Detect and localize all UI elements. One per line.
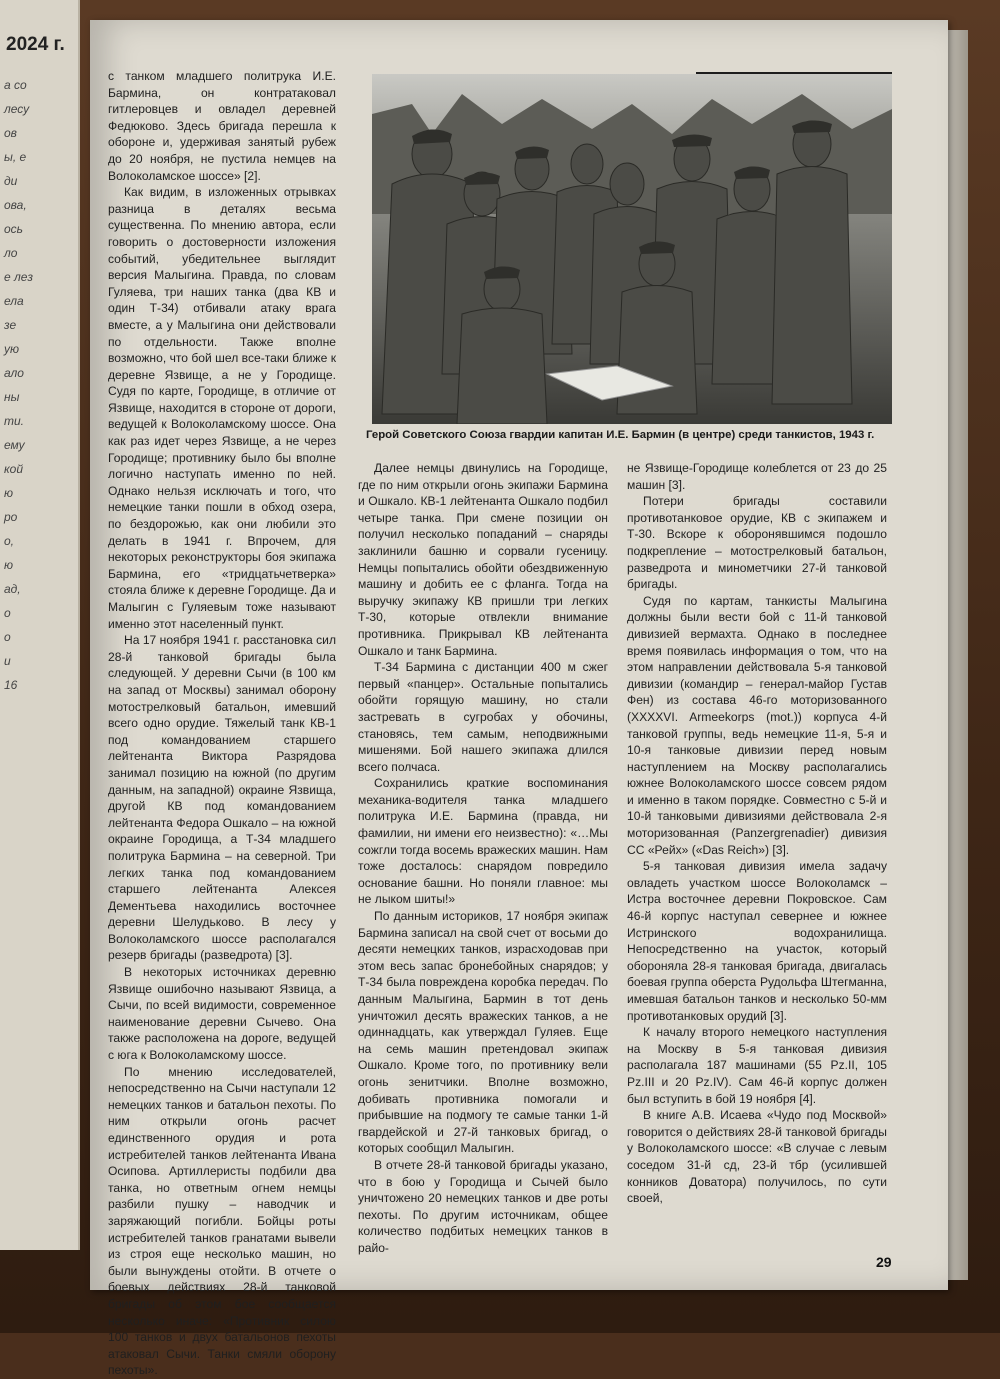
left-page-fragment-line: ди <box>4 174 18 188</box>
text-column-1 <box>108 68 336 1379</box>
paragraph: Сохранились краткие воспоминания механика-водителя танка младшего политрука И.Е. Бармина (правда, ни фамилии, ни имени его неизвестно): «…Мы сожгли тогда восемь вражеских машин. Нам тоже досталось: снарядом повредило основание башни. Но поняли главное: мы не лыком шиты!» <box>358 776 608 907</box>
page-number: 29 <box>876 1254 892 1270</box>
paragraph: На 17 ноября 1941 г. расстановка сил 28-й танковой бригады была следующей. У деревни Сычи (в 100 км на запад от Москвы) занимал оборону мотострелковый батальон, имевший всего одно орудие. Тяжелый танк КВ-1 под командованием старшего лейтенанта Виктора Разрядова занимал позицию на южной (по другим данным, на западной) окраине Язвища, другой КВ под командованием лейтенанта Федора Ошкало – на южной окраине Городища, а Т-34 младшего политрука Бармина – на северной. Три легких танка под командованием старшего лейтенанта Алексея Дементьева находились восточнее деревни Шелудьково. В лесу у Волоколамского шоссе располагался резерв бригады (разведрота) [3]. <box>108 633 336 963</box>
left-page-fragment-line: ти. <box>4 414 25 428</box>
paragraph: В некоторых источниках деревню Язвище ошибочно называют Язвица, а Сычи, по всей видимости, современное наименование деревни Сычево. Она также расположена на дороге, ведущей с юга к Волоколамскому шоссе. <box>108 965 336 1063</box>
left-page-fragment-line: 16 <box>4 678 18 692</box>
paragraph: Как видим, в изложенных отрывках разница в деталях весьма существенна. По мнению автора, если говорить о достоверности изложения событий, убедительнее выглядит версия Малыгина. Правда, по словам Гуляева, три наших танка (два КВ и один Т-34) отбивали атаку врага вместе, а у Малыгина они действовали по отдельности. Также вполне возможно, что бой шел все-таки ближе к деревне Язвище, а не у Городище. Судя по карте, Городище, в отличие от Язвище, находится в стороне от дороги, ведущей к Волоколамскому шоссе. Она как раз идет через Язвище, а не через Городище; противнику было бы вполне логично наступать именно по ней. Однако нельзя исключать и того, что немецкие танки пошли в обход озера, по бездорожью, как они любили это делать в 1941 г. Впрочем, для некоторых реконструкторы боя экипажа Бармина, его «тридцатьчетверка» стояла ближе к деревне Городище. Да и Малыгин с Гуляевым тоже называют именно этот населенный пункт. <box>108 185 336 631</box>
left-page-fragment-line: ось <box>4 222 23 236</box>
group-of-tankers-image <box>372 74 892 424</box>
left-page-year: 2024 г. <box>6 34 65 55</box>
paragraph: Далее немцы двинулись на Городище, где по ним открыли огонь экипажи Бармина и Ошкало. КВ-1 лейтенанта Ошкало подбил четыре танка. При смене позиции он получил несколько попаданий – снаряды заклинили башню и сорвали гусеницу. Немцы попытались обойти обездвиженную машину и добить ее с фланга. Тогда на выручку экипажу КВ пришли три легких Т-30, которые отвлекли внимание противника. Прикрывал КВ лейтенанта Ошкало и танк Бармина. <box>358 461 608 658</box>
left-page-fragment-line: ую <box>4 342 20 356</box>
left-page-fragment-line: ало <box>4 366 24 380</box>
left-page-fragment-line: ела <box>4 294 24 308</box>
left-page-fragment-line: ад, <box>4 582 21 596</box>
left-page-fragment-line: а со <box>4 78 27 92</box>
paragraph: Потери бригады составили противотанковое орудие, КВ с экипажем и Т-30. Вскоре к оборонявшимся подошло подкрепление – мотострелковый батальон, разведрота и минометчики 27-й танковой бригады. <box>627 494 887 592</box>
left-page-fragment-line: лесу <box>4 102 30 116</box>
paragraph: 5-я танковая дивизия имела задачу овладеть участком шоссе Волоколамск – Истра восточнее деревни Покровское. Сам 46-й корпус наступал севернее и южнее Истринского водохранилища. Непосредственно на участок, который обороняла 28-я танковая бригада, двигалась боевая группа оберста Рудольфа Штегманна, имевшая батальон танков и несколько 50-мм противотанковых орудий [3]. <box>627 859 887 1023</box>
left-page-fragment <box>0 0 80 1250</box>
paragraph: В книге А.В. Исаева «Чудо под Москвой» говорится о действиях 28-й танковой бригады у Волоколамского шоссе: «В случае с левым соседом 31-й сд, 23-й тбр (усилившей конников Доватора) получилось, по сути своей, <box>627 1108 887 1206</box>
page-stack-edge <box>948 30 968 1280</box>
paragraph: В отчете 28-й танковой бригады указано, что в бою у Городища и Сычей было уничтожено 20 немецких танков и две роты пехоты. По другим источникам, общее количество подбитых немецких танков в райо- <box>358 1157 608 1255</box>
left-page-fragment-line: е лез <box>4 270 33 284</box>
text-column-3 <box>627 460 887 1207</box>
left-page-fragment-line: ов <box>4 126 17 140</box>
left-page-fragment-line: о <box>4 606 11 620</box>
photo-caption: Герой Советского Союза гвардии капитан И.Е. Бармин (в центре) среди танкистов, 1943 г. <box>366 429 875 441</box>
left-page-fragment-line: о <box>4 630 11 644</box>
left-page-fragment-line: ро <box>4 510 18 524</box>
paragraph: По данным историков, 17 ноября экипаж Бармина записал на свой счет от восьми до десяти немецких танков, израсходовав при этом весь запас бронебойных снарядов; у Т-34 была повреждена коробка передач. По данным Малыгина, Бармин в тот день уничтожил десять вражеских танков, а не одиннадцать, как утверждал Гуляев. Еще на семь машин претендовал экипаж Ошкало. Кроме того, по противнику вели огонь зенитчики. Вполне возможно, добивать противника помогали и прибывшие на подмогу те самые танки 1-й гвардейской и 27-й танковых бригад, о которых сообщил Малыгин. <box>358 909 608 1156</box>
left-page-fragment-line: о, <box>4 534 15 548</box>
left-page-fragment-line: кой <box>4 462 24 476</box>
paragraph: не Язвище-Городище колеблется от 23 до 25 машин [3]. <box>627 461 887 492</box>
left-page-fragment-line: ы, е <box>4 150 27 164</box>
left-page-fragment-line: зе <box>4 318 17 332</box>
paragraph: Судя по картам, танкисты Малыгина должны были вести бой с 11-й танковой дивизией вермахта. Однако в последнее время появилась информация о том, что на этом направлении действовала 5-я танковой дивизии (командир – генерал-майор Густав Фен) из состава 46-го моторизованного (XXXXVI. Armeekorps (mot.)) корпуса 4-й танковой группы, ведь немецкие 11-я, 5-я и 10-я танковые дивизии перед новым наступлением на Москву располагались южнее Волоколамского шоссе совсем рядом и именно в таком порядке. Совместно с 5-й и 10-й танковыми дивизиями действовала 2-я моторизованная (Panzergrenadier) дивизия СС «Рейх» («Das Reich») [3]. <box>627 593 887 857</box>
left-page-fragment-line: и <box>4 654 11 668</box>
left-page-fragment-line: ю <box>4 486 14 500</box>
left-page-fragment-line: ло <box>4 246 18 260</box>
paragraph: По мнению исследователей, непосредственно на Сычи наступали 12 немецких танков и батальон пехоты. По ним открыли огонь расчет единственного орудия и рота истребителей танков лейтенанта Ивана Осипова. Артиллеристы подбили два танка, но ответным огнем немцы разбили пушку – наводчик и заряжающий погибли. Бойцы роты истребителей танков гранатами вывели из строя еще несколько машин, но были вынуждены отойти. В отчете о боевых действиях 28-й танковой бригады об этом бое сообщается несколько иначе: «Противник силою 100 танков и двух батальонов пехоты атаковал Сычи. Танки смяли оборону пехоты». <box>108 1064 336 1378</box>
archival-photo <box>372 74 892 424</box>
paragraph: К началу второго немецкого наступления на Москву в 5-я танковая дивизия располагала 187 машинами (55 Pz.II, 105 Pz.III и 20 Pz.IV). Сам 46-й корпус должен был вступить в бой 19 ноября [4]. <box>627 1025 887 1106</box>
paragraph: с танком младшего политрука И.Е. Бармина, он контратаковал гитлеровцев и овладел деревней Федюково. Здесь бригада перешла к обороне и, удерживая занятый рубеж до 20 ноября, не пустила немцев на Волоколамское шоссе» [2]. <box>108 69 336 183</box>
left-page-fragment-line: ю <box>4 558 14 572</box>
text-column-2 <box>358 460 608 1257</box>
left-page-fragment-line: ему <box>4 438 25 452</box>
paragraph: Т-34 Бармина с дистанции 400 м сжег первый «панцер». Остальные попытались обойти горящую машину, но стали застревать в сугробах у обочины, становясь, тем самым, неподвижными мишенями. Бой нашего экипажа длился всего полчаса. <box>358 660 608 774</box>
magazine-page <box>90 20 948 1378</box>
left-page-fragment-line: ова, <box>4 198 27 212</box>
left-page-fragment-line: ны <box>4 390 20 404</box>
